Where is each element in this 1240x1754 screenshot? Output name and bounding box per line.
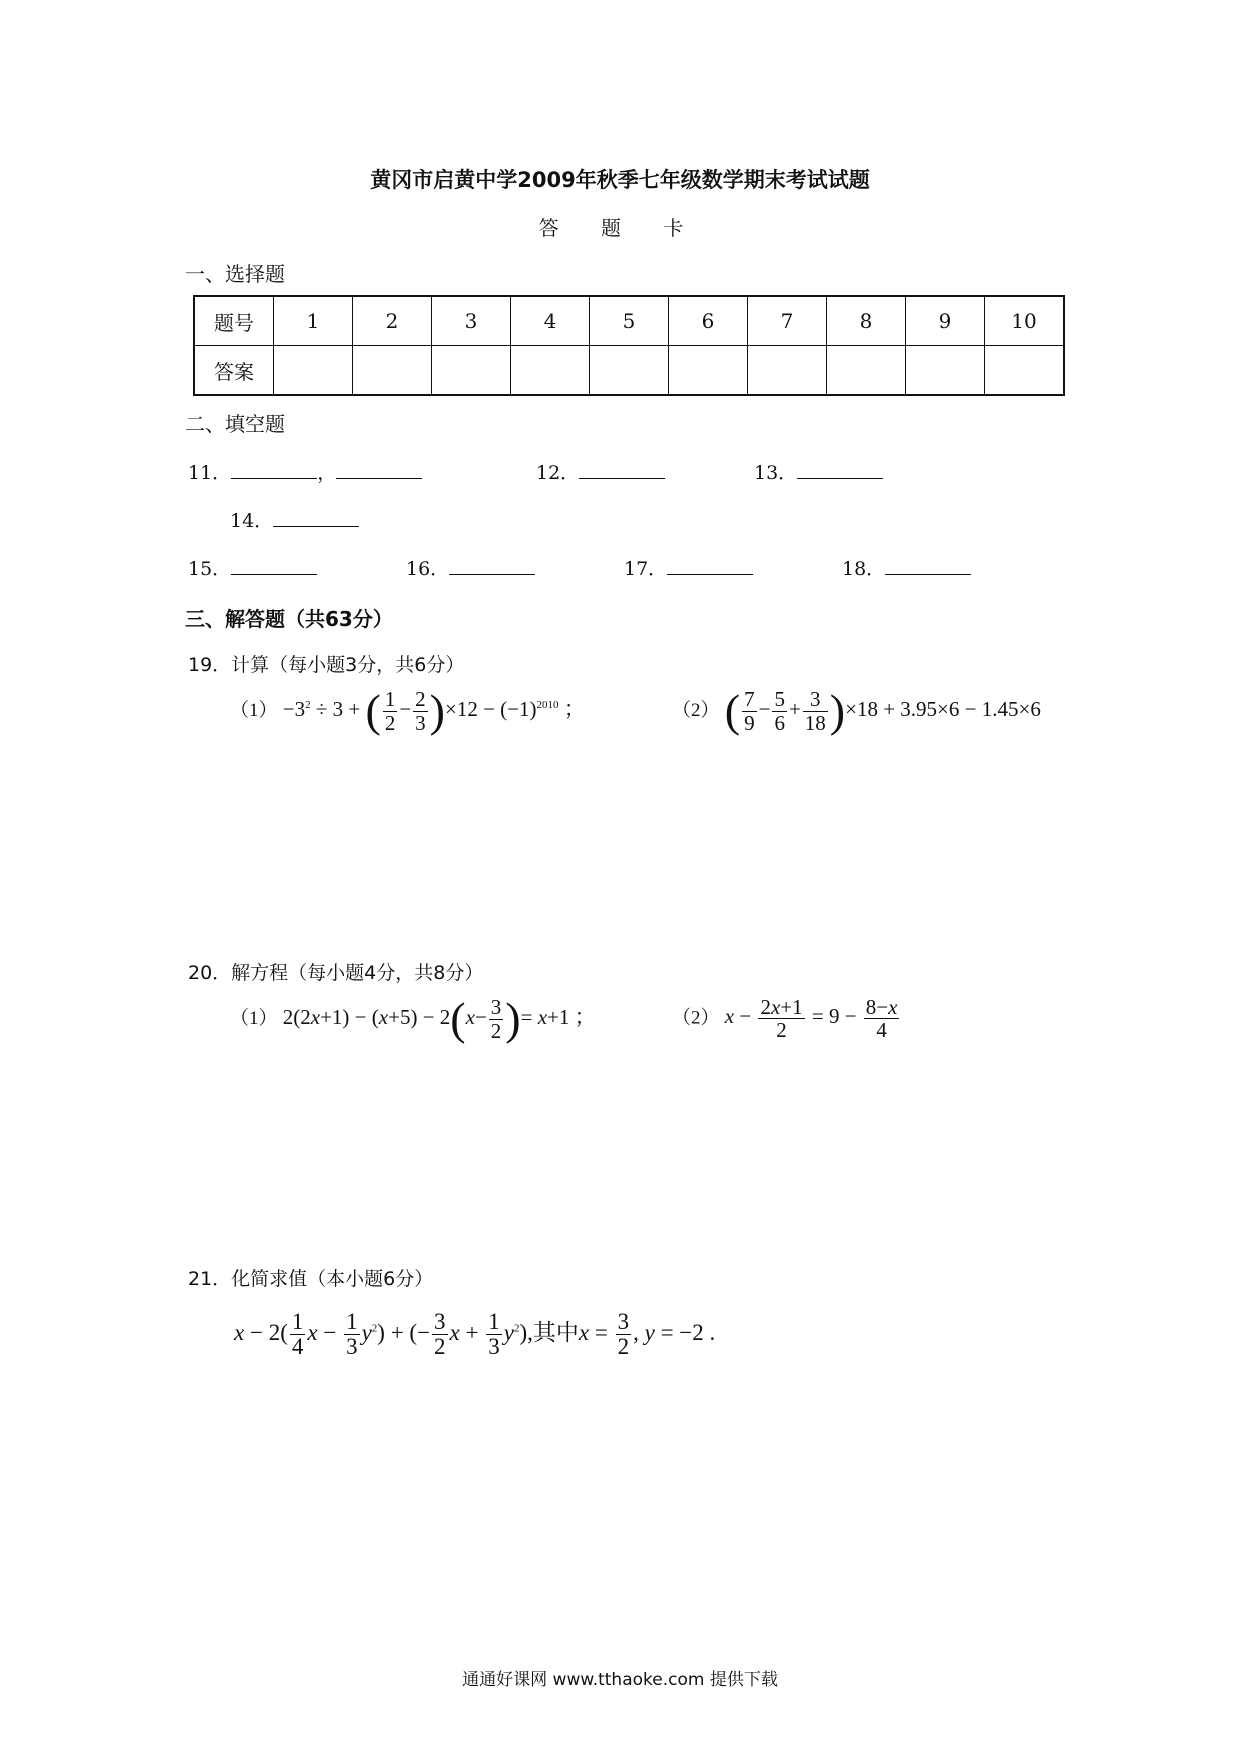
fill-number: 11． [188, 462, 232, 484]
question-20-part-2 [672, 996, 901, 1041]
question-19-title [188, 650, 464, 677]
answer-blank[interactable] [449, 556, 535, 575]
answer-cell[interactable] [274, 346, 353, 396]
fill-item-17 [624, 554, 753, 581]
fill-number: 14． [230, 510, 274, 532]
footer-text: 通通好课网 www.tthaoke.com 提供下载 [462, 1670, 778, 1690]
answer-cell[interactable] [432, 346, 511, 396]
answer-cell[interactable] [353, 346, 432, 396]
answer-cell[interactable] [827, 346, 906, 396]
page-subtitle: 答 题 卡 [538, 216, 702, 240]
question-number: 1 [274, 296, 353, 346]
answer-blank[interactable] [579, 460, 665, 479]
fill-item-12 [536, 458, 665, 485]
fill-number: 15． [188, 558, 232, 580]
question-19-part-1 [230, 685, 585, 736]
question-19-part-2 [672, 685, 1041, 736]
answer-cell[interactable] [748, 346, 827, 396]
fill-item-15 [188, 554, 317, 581]
row-header-answer: 答案 [194, 346, 274, 396]
math-expression: 2(2x+1) − (x+5) − 2(x− $\frac{3}{2}$ )= x+1 ； [282, 993, 596, 1044]
part-label: （1） [230, 699, 278, 721]
fill-number: 16． [406, 558, 450, 580]
fill-number: 13． [754, 462, 798, 484]
section-choice-label: 一、选择题 [185, 262, 285, 286]
answer-cell[interactable] [590, 346, 669, 396]
answer-blank[interactable] [667, 556, 753, 575]
fill-item-13 [754, 458, 883, 485]
part-label: （2） [672, 1007, 720, 1029]
answer-cell[interactable] [511, 346, 590, 396]
question-number: 4 [511, 296, 590, 346]
fill-item-11 [188, 458, 422, 485]
fill-item-18 [842, 554, 971, 581]
table-row-answers [194, 346, 1064, 396]
answer-cell[interactable] [985, 346, 1065, 396]
section-solve-label: 三、解答题（共63分） [185, 607, 393, 631]
question-number: 6 [669, 296, 748, 346]
math-expression: x − $\frac{2x+1}{2}$ = 9 − $\frac{8-x}{4}$ [724, 995, 898, 1043]
part-label: （2） [672, 699, 720, 721]
math-expression: $-3^2 \div 3$ + ( $\frac{1}{2}$ − $\frac{2}{3}$ )$\times 12 - (-1)^{2010}$ ； [282, 685, 585, 736]
question-21-title [188, 1264, 433, 1291]
table-row-numbers [194, 296, 1064, 346]
answer-blank[interactable] [336, 460, 422, 479]
fill-item-14 [230, 506, 359, 533]
page-title: 黄冈市启黄中学2009年秋季七年级数学期末考试试题 [370, 168, 870, 192]
question-number: 10 [985, 296, 1065, 346]
answer-table [193, 295, 1065, 396]
question-20-title [188, 958, 483, 985]
answer-blank[interactable] [885, 556, 971, 575]
question-21-expression: x − 2( $\frac{1}{4}$ x − $\frac{1}{3}$ $y^2$) + (− $\frac{3}{2}$ x + $\frac{1}{3}$ $y^2$),其中x = $\frac{3}{2}$ , y = −2 . [234, 1309, 716, 1360]
question-number: 3 [432, 296, 511, 346]
answer-cell[interactable] [669, 346, 748, 396]
question-20-part-1 [230, 993, 596, 1044]
fill-item-16 [406, 554, 535, 581]
answer-blank[interactable] [797, 460, 883, 479]
fill-number: 12． [536, 462, 580, 484]
question-number: 2 [353, 296, 432, 346]
math-expression: ( $\frac{7}{9}$ − $\frac{5}{6}$ + $\frac{3}{18}$ )×18 + 3.95×6 − 1.45×6 [724, 685, 1041, 736]
answer-blank[interactable] [273, 508, 359, 527]
question-title-text: 20．解方程（每小题4分，共8分） [188, 962, 484, 984]
question-title-text: 19．计算（每小题3分，共6分） [188, 654, 465, 676]
fill-number: 17． [624, 558, 668, 580]
row-header-number: 题号 [194, 296, 274, 346]
answer-blank[interactable] [231, 556, 317, 575]
answer-blank[interactable] [231, 460, 317, 479]
question-number: 7 [748, 296, 827, 346]
question-number: 9 [906, 296, 985, 346]
question-number: 8 [827, 296, 906, 346]
question-title-text: 21．化简求值（本小题6分） [188, 1268, 434, 1290]
answer-cell[interactable] [906, 346, 985, 396]
fill-number: 18． [842, 558, 886, 580]
where-label: 其中 [532, 1319, 579, 1346]
question-number: 5 [590, 296, 669, 346]
fill-separator: ， [317, 462, 337, 484]
part-label: （1） [230, 1007, 278, 1029]
section-fill-label: 二、填空题 [185, 412, 285, 436]
